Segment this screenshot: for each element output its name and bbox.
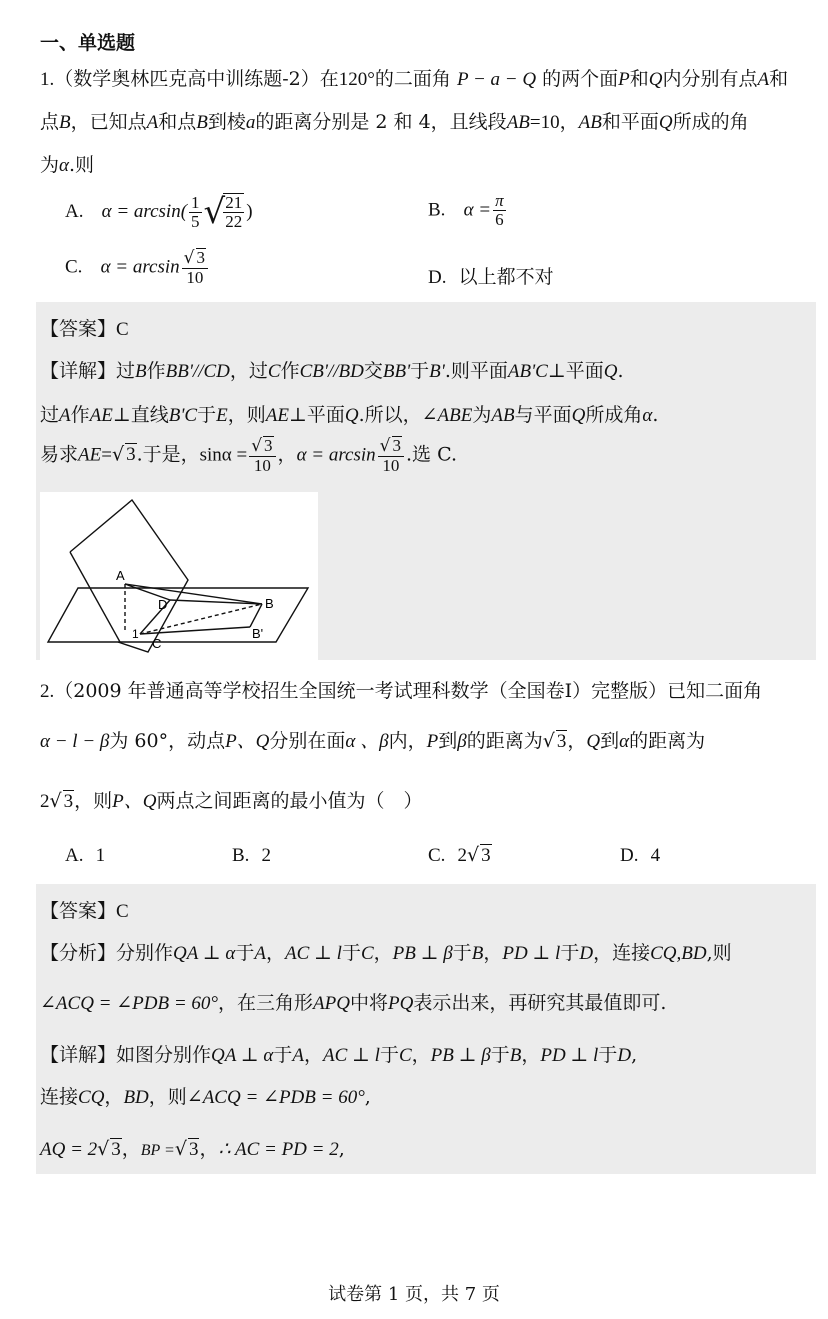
fig-label-a: A (116, 568, 125, 583)
q2-option-d[interactable]: D. 4 (620, 845, 661, 866)
q1-option-d[interactable]: D. 以上都不对 (428, 266, 554, 288)
q2-option-a[interactable]: A. 1 (65, 845, 106, 866)
q2-option-b[interactable]: B. 2 (232, 845, 272, 866)
q2-analysis-line-2: ∠ACQ = ∠PDB = 60°，在三角形APQ中将PQ表示出来，再研究其最值即可. (40, 992, 667, 1014)
fig-label-one: 1 (132, 627, 139, 641)
q1-detail-line-3: 易求AE=√ 3.于是，sinα = $\frac{√ 3}{10}$ ，α = arcsin $\frac{√ 3}{10}$ .选 C. (40, 436, 457, 475)
q2-line-2: α − l − β为 60°，动点P、Q分别在面α 、β内，P到β的距离为√ 3，Q到α的距离为 (40, 730, 706, 752)
q1-option-a[interactable]: A. α = arcsin( $\frac{1}{5}$ √ $\frac{21}{22}$ ) (65, 192, 253, 232)
fig-label-b: B (265, 596, 274, 611)
q2-detail-line-3: AQ = 2√ 3，BP =√ 3，∴ AC = PD = 2, (40, 1138, 345, 1160)
q2-option-c[interactable]: C. 2√ 3 (428, 844, 491, 866)
q2-detail-line-1: 【详解】如图分别作QA ⊥ α于A，AC ⊥ l于C，PB ⊥ β于B，PD ⊥ l于D, (40, 1044, 638, 1066)
page-footer: 试卷第 1 页，共 7 页 (328, 1284, 500, 1305)
fig-label-b-prime: B' (252, 626, 264, 641)
fig-label-d: D (158, 597, 168, 612)
q1-option-b[interactable]: B. α = $\frac{\pi}{6}$ (428, 191, 504, 229)
q2-detail-line-2: 连接CQ，BD，则∠ACQ = ∠PDB = 60°, (40, 1086, 371, 1108)
q1-line-2: 点B，已知点A和点B到棱a的距离分别是 2 和 4，且线段AB=10，AB和平面Q所成的角 (40, 111, 749, 133)
q1-detail-line-1: 【详解】过B作BB'//CD，过C作CB'//BD交BB'于B'.则平面AB'C⊥平面Q. (40, 360, 624, 382)
q1-detail-line-2: 过A作AE⊥直线B'C于E，则AE⊥平面Q.所以，∠ABE为AB与平面Q所成角α. (40, 404, 659, 426)
q1-line-1: 1.（数学奥林匹克高中训练题-2）在120°的二面角 P − a − Q 的两个面P和Q内分别有点A和 (40, 68, 789, 90)
q2-answer: 【答案】C (40, 900, 129, 922)
fig-label-c: C (152, 636, 162, 651)
q1-line-3: 为α.则 (40, 154, 95, 176)
q2-solution-box (36, 884, 816, 1174)
q1-option-c[interactable]: C. α = arcsin $\frac{√ 3}{10}$ (65, 248, 210, 287)
q2-line-3: 2√ 3，则P、Q两点之间距离的最小值为（ ） (40, 790, 423, 812)
q2-line-1: 2.（2009 年普通高等学校招生全国统一考试理科数学（全国卷Ⅰ）完整版）已知二面角 (40, 680, 763, 702)
section-title: 一、单选题 (40, 32, 136, 54)
q2-analysis-line-1: 【分析】分别作QA ⊥ α于A，AC ⊥ l于C，PB ⊥ β于B，PD ⊥ l于D，连接CQ,BD,则 (40, 942, 732, 964)
q1-answer: 【答案】C (40, 318, 129, 340)
q1-dihedral-figure (40, 492, 318, 660)
